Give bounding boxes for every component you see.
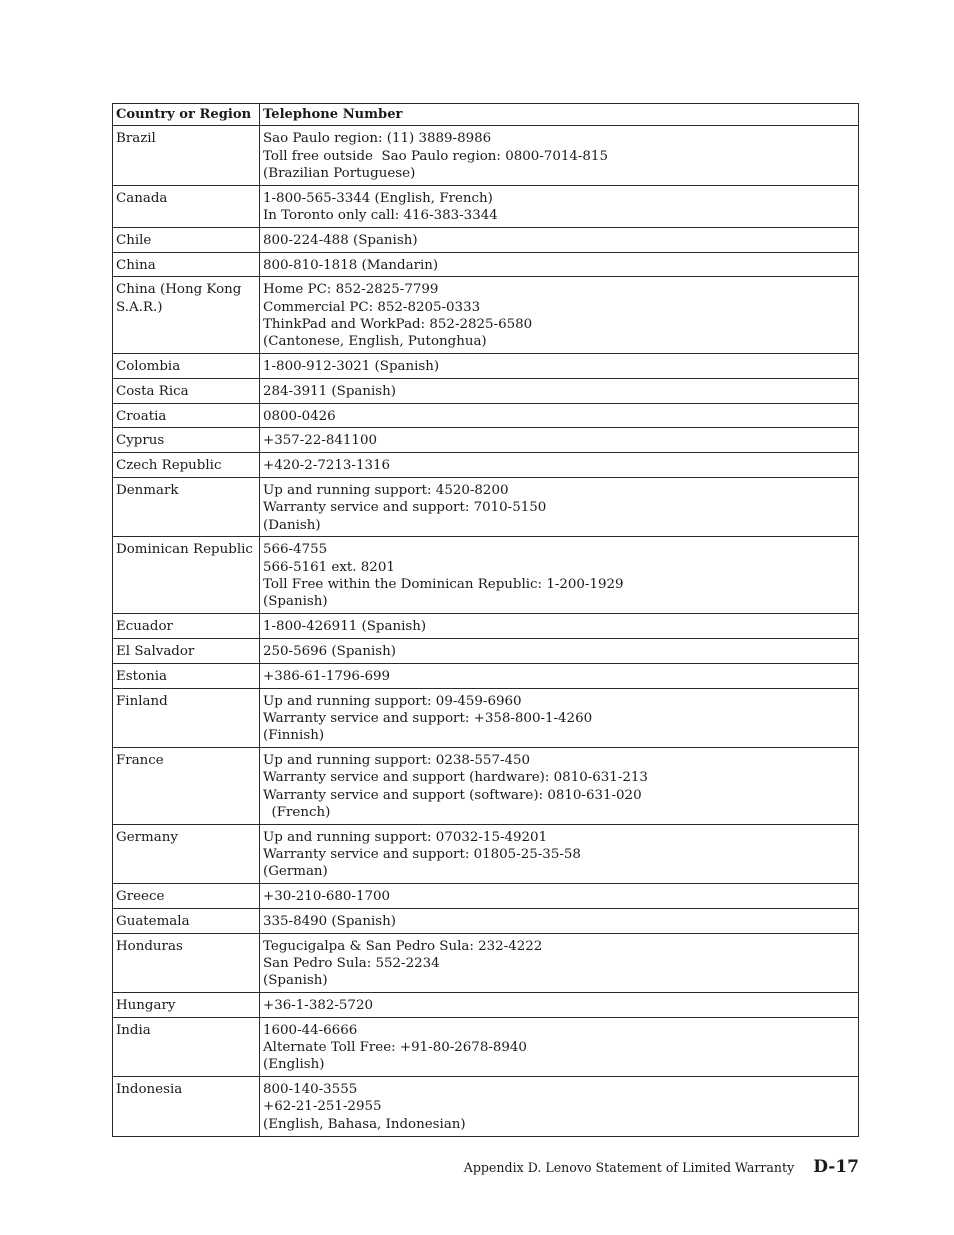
telephone-line: (Danish) (263, 517, 321, 533)
table-row (113, 478, 859, 537)
country-cell: Germany (113, 824, 260, 883)
telephone-line: +36-1-382-5720 (263, 997, 373, 1013)
table-row (113, 1017, 859, 1076)
telephone-line: Commercial PC: 852-8205-0333 (263, 299, 481, 315)
telephone-cell (260, 403, 859, 428)
table-header-row (113, 104, 859, 126)
telephone-line: 0800-0426 (263, 408, 336, 424)
telephone-line: Up and running support: 0238-557-450 (263, 752, 531, 768)
table-row (113, 747, 859, 824)
table-row (113, 403, 859, 428)
country-cell: Finland (113, 688, 260, 747)
telephone-line: 335-8490 (Spanish) (263, 913, 396, 929)
telephone-line: (Brazilian Portuguese) (263, 165, 416, 181)
telephone-line: Up and running support: 4520-8200 (263, 483, 509, 499)
telephone-line: 1-800-912-3021 (Spanish) (263, 359, 440, 375)
country-cell: India (113, 1017, 260, 1076)
telephone-line: (Spanish) (263, 594, 328, 610)
telephone-line: Warranty service and support (hardware): 0810-631-213 (263, 770, 648, 786)
country-cell: Croatia (113, 403, 260, 428)
telephone-cell (260, 252, 859, 277)
telephone-cell (260, 185, 859, 227)
page-footer (0, 1157, 859, 1177)
telephone-line: 1600-44-6666 (263, 1022, 358, 1038)
telephone-cell (260, 354, 859, 379)
telephone-line: (German) (263, 864, 328, 880)
table-row (113, 614, 859, 639)
header-country: Country or Region (113, 104, 260, 126)
telephone-cell (260, 614, 859, 639)
telephone-line: (French) (263, 804, 331, 820)
country-cell: Colombia (113, 354, 260, 379)
telephone-line: 284-3911 (Spanish) (263, 383, 396, 399)
telephone-cell (260, 126, 859, 185)
table-row (113, 992, 859, 1017)
table-row (113, 227, 859, 252)
table-row (113, 126, 859, 185)
telephone-line: 250-5696 (Spanish) (263, 643, 396, 659)
telephone-cell (260, 277, 859, 354)
country-cell: Cyprus (113, 428, 260, 453)
table-body (113, 126, 859, 1136)
telephone-line: 800-140-3555 (263, 1082, 358, 1098)
telephone-line: 566-5161 ext. 8201 (263, 559, 395, 575)
table-row (113, 537, 859, 614)
telephone-cell (260, 933, 859, 992)
header-telephone: Telephone Number (260, 104, 859, 126)
phone-table (112, 103, 859, 1137)
telephone-cell (260, 883, 859, 908)
telephone-cell (260, 453, 859, 478)
country-cell: Canada (113, 185, 260, 227)
telephone-line: Warranty service and support (software): 0810-631-020 (263, 787, 642, 803)
telephone-line: 1-800-426911 (Spanish) (263, 619, 427, 635)
telephone-line: (Finnish) (263, 728, 325, 744)
telephone-line: (Spanish) (263, 973, 328, 989)
footer-text: Appendix D. Lenovo Statement of Limited Warranty (463, 1160, 795, 1175)
table-row (113, 1077, 859, 1136)
telephone-line: In Toronto only call: 416-383-3344 (263, 207, 498, 223)
telephone-line: 566-4755 (263, 542, 328, 558)
country-cell: Dominican Republic (113, 537, 260, 614)
country-cell: Hungary (113, 992, 260, 1017)
telephone-line: Sao Paulo region: (11) 3889-8986 (263, 131, 492, 147)
telephone-cell (260, 227, 859, 252)
telephone-cell (260, 824, 859, 883)
table-row (113, 354, 859, 379)
telephone-line: San Pedro Sula: 552-2234 (263, 955, 440, 971)
table-row (113, 663, 859, 688)
country-cell: Chile (113, 227, 260, 252)
telephone-line: Toll Free within the Dominican Republic: 1-200-1929 (263, 577, 624, 593)
telephone-cell (260, 1017, 859, 1076)
telephone-line: +386-61-1796-699 (263, 668, 391, 684)
telephone-line: Home PC: 852-2825-7799 (263, 282, 439, 298)
table-row (113, 185, 859, 227)
country-cell: China (113, 252, 260, 277)
telephone-cell (260, 688, 859, 747)
table-row (113, 908, 859, 933)
country-cell: Indonesia (113, 1077, 260, 1136)
telephone-cell (260, 908, 859, 933)
telephone-cell (260, 478, 859, 537)
telephone-cell (260, 378, 859, 403)
country-cell: Guatemala (113, 908, 260, 933)
telephone-cell (260, 638, 859, 663)
country-cell: France (113, 747, 260, 824)
telephone-cell (260, 992, 859, 1017)
country-cell: Greece (113, 883, 260, 908)
table-row (113, 638, 859, 663)
telephone-line: Toll free outside Sao Paulo region: 0800-7014-815 (263, 148, 608, 164)
telephone-cell (260, 747, 859, 824)
country-cell: Honduras (113, 933, 260, 992)
country-cell: El Salvador (113, 638, 260, 663)
telephone-line: (English, Bahasa, Indonesian) (263, 1116, 466, 1132)
table-row (113, 428, 859, 453)
telephone-line: Warranty service and support: 01805-25-35-58 (263, 846, 581, 862)
table-row (113, 883, 859, 908)
telephone-line: +62-21-251-2955 (263, 1099, 382, 1115)
telephone-line: Warranty service and support: +358-800-1-4260 (263, 710, 593, 726)
page-number: D-17 (813, 1157, 859, 1177)
telephone-line: Up and running support: 07032-15-49201 (263, 829, 548, 845)
telephone-line: ThinkPad and WorkPad: 852-2825-6580 (263, 316, 533, 332)
telephone-line: 800-224-488 (Spanish) (263, 232, 418, 248)
table-row (113, 252, 859, 277)
telephone-cell (260, 663, 859, 688)
telephone-line: Alternate Toll Free: +91-80-2678-8940 (263, 1040, 527, 1056)
country-cell: Ecuador (113, 614, 260, 639)
telephone-line: (Cantonese, English, Putonghua) (263, 334, 487, 350)
telephone-cell (260, 1077, 859, 1136)
telephone-line: Tegucigalpa & San Pedro Sula: 232-4222 (263, 938, 543, 954)
country-cell: Denmark (113, 478, 260, 537)
telephone-line: 1-800-565-3344 (English, French) (263, 190, 493, 206)
table-row (113, 824, 859, 883)
country-cell: Estonia (113, 663, 260, 688)
table-row (113, 378, 859, 403)
telephone-line: +30-210-680-1700 (263, 888, 391, 904)
telephone-cell (260, 428, 859, 453)
country-cell: China (Hong Kong S.A.R.) (113, 277, 260, 354)
table-row (113, 688, 859, 747)
table-row (113, 933, 859, 992)
telephone-cell (260, 537, 859, 614)
table-row (113, 277, 859, 354)
country-cell: Czech Republic (113, 453, 260, 478)
telephone-line: Warranty service and support: 7010-5150 (263, 500, 547, 516)
telephone-line: +357-22-841100 (263, 433, 377, 449)
telephone-line: 800-810-1818 (Mandarin) (263, 257, 439, 273)
country-cell: Brazil (113, 126, 260, 185)
telephone-line: +420-2-7213-1316 (263, 458, 391, 474)
telephone-line: (English) (263, 1057, 325, 1073)
telephone-line: Up and running support: 09-459-6960 (263, 693, 522, 709)
country-cell: Costa Rica (113, 378, 260, 403)
table-row (113, 453, 859, 478)
